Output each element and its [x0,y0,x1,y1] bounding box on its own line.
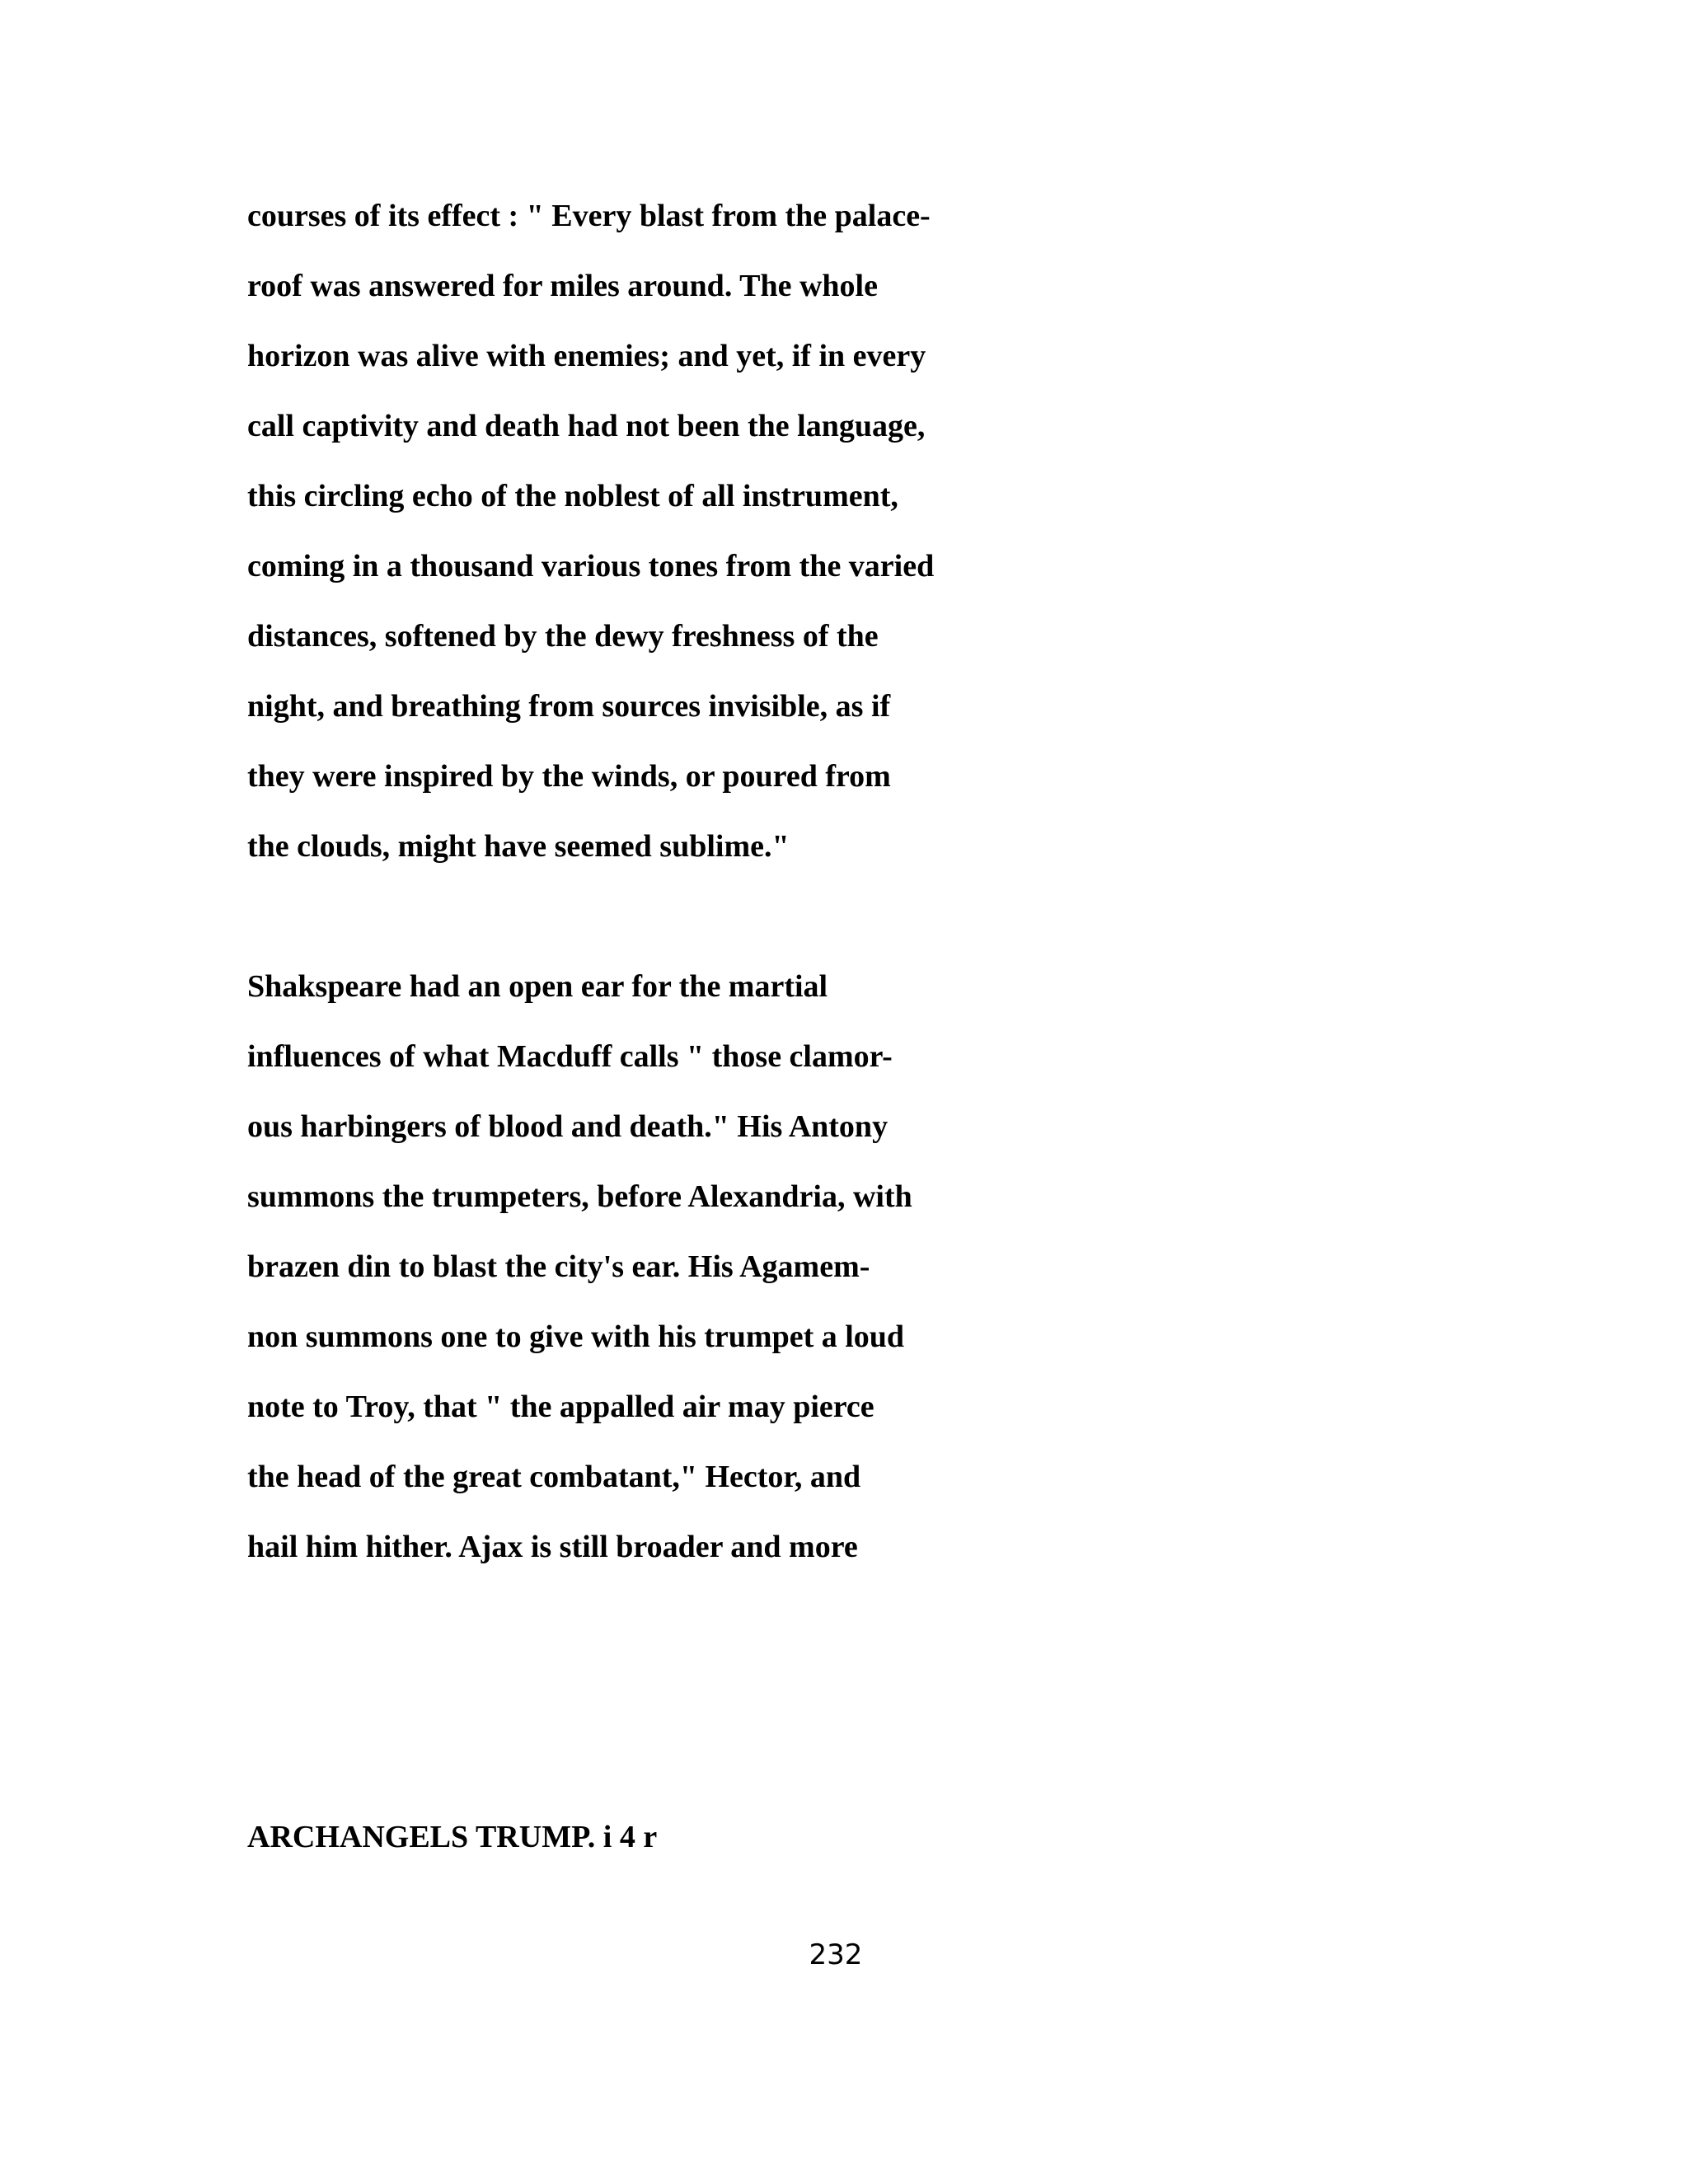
page-number: 232 [809,1938,863,1971]
text-line: coming in a thousand various tones from the varied [247,549,935,583]
text-line: horizon was alive with enemies; and yet, if in every [247,339,926,373]
text-line: the clouds, might have seemed sublime." [247,829,790,864]
text-line: note to Troy, that " the appalled air may pierce [247,1390,874,1424]
text-line: hail him hither. Ajax is still broader and more [247,1530,858,1564]
text-line: Shakspeare had an open ear for the martial [247,969,828,1004]
text-line: courses of its effect : " Every blast from the palace- [247,199,931,233]
text-line: the head of the great combatant," Hector, and [247,1460,861,1494]
text-line: call captivity and death had not been the language, [247,409,926,443]
text-line: this circling echo of the noblest of all instrument, [247,479,898,513]
text-line: brazen din to blast the city's ear. His Agamem- [247,1249,870,1284]
text-line: they were inspired by the winds, or poured from [247,759,891,794]
text-line: night, and breathing from sources invisible, as if [247,689,891,724]
text-line: summons the trumpeters, before Alexandria, with [247,1179,912,1214]
text-line: distances, softened by the dewy freshness of the [247,619,879,654]
running-footer: ARCHANGELS TRUMP. i 4 r [247,1820,658,1854]
text-line: influences of what Macduff calls " those clamor- [247,1039,893,1074]
text-line: ous harbingers of blood and death." His Antony [247,1109,889,1144]
text-line: roof was answered for miles around. The whole [247,269,878,303]
text-line: non summons one to give with his trumpet a loud [247,1319,905,1354]
